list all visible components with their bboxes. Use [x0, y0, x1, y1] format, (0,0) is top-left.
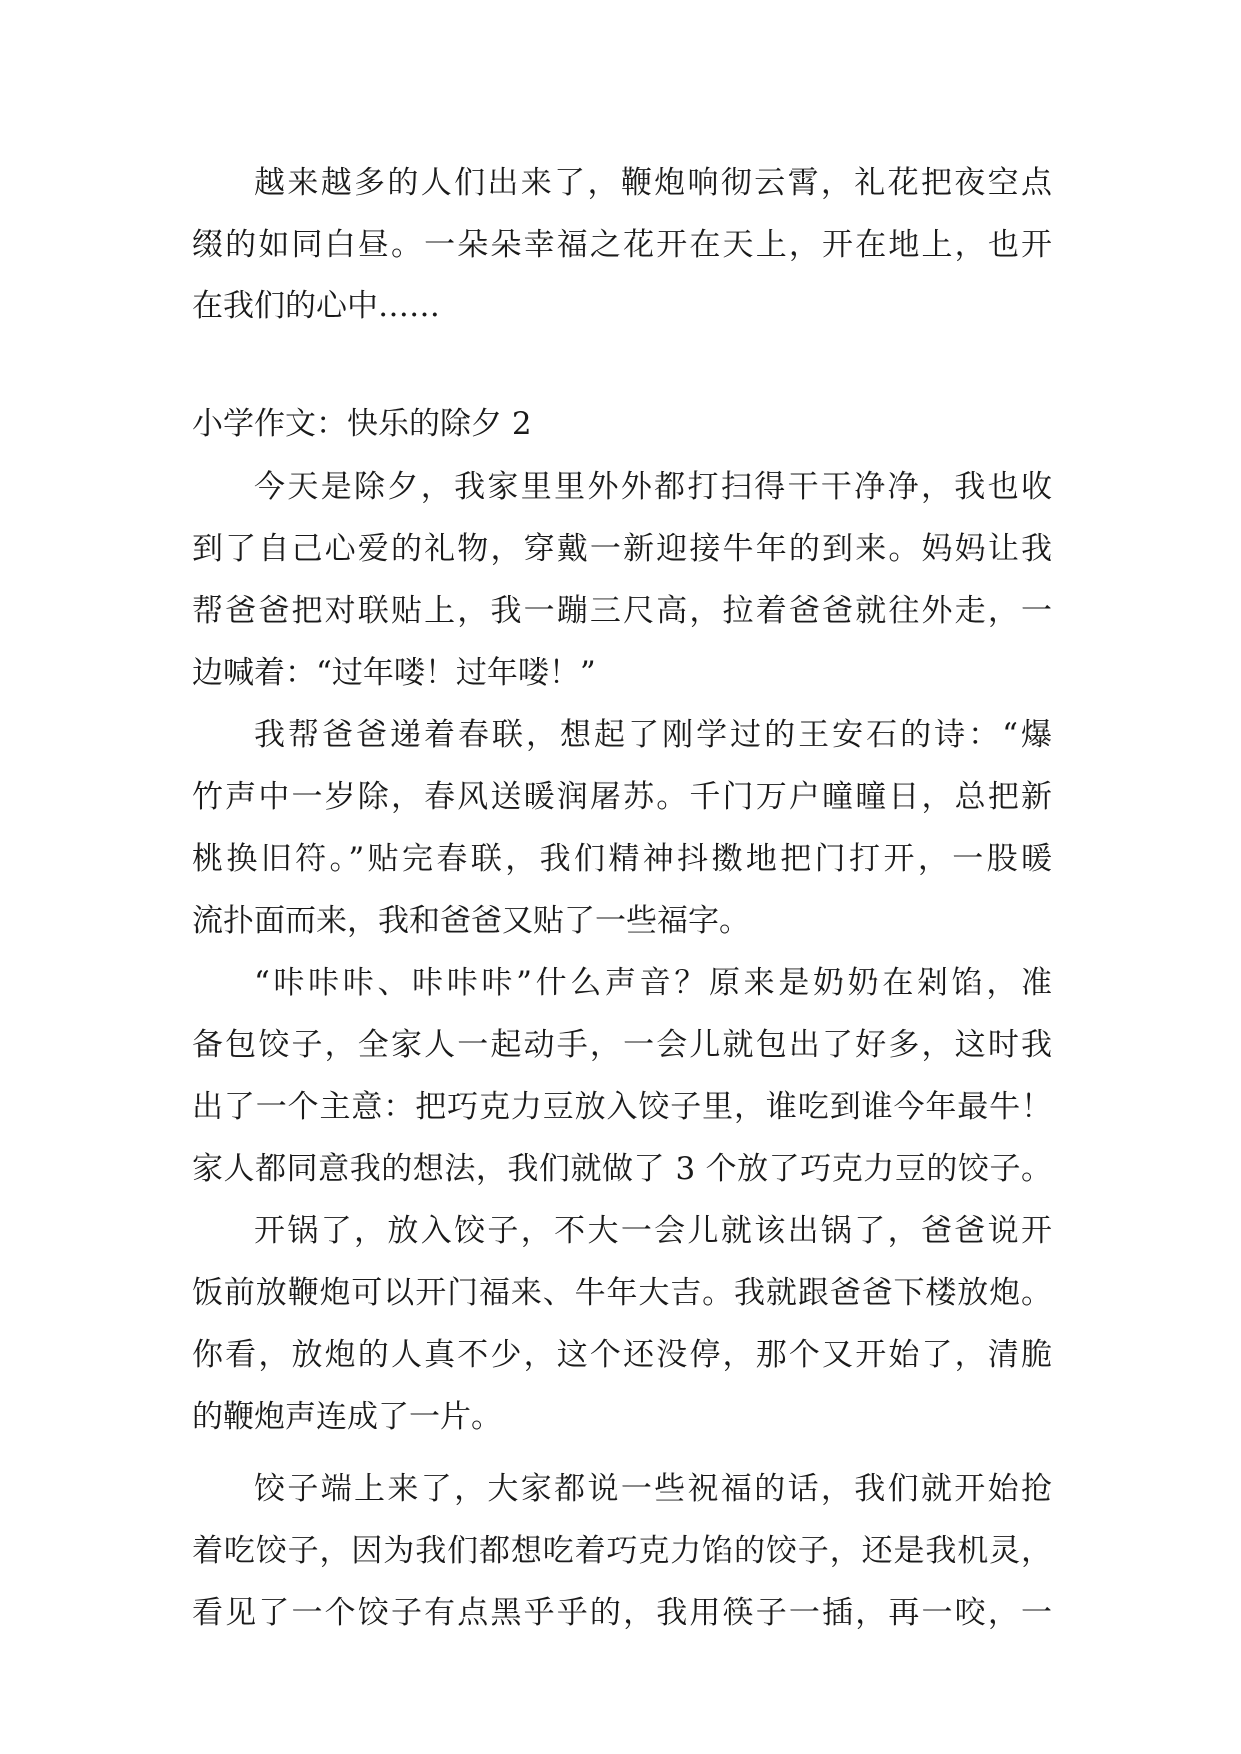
paragraph-line: 帮爸爸把对联贴上，我一蹦三尺高，拉着爸爸就往外走，一	[192, 593, 1052, 629]
paragraph-line: 着吃饺子，因为我们都想吃着巧克力馅的饺子，还是我机灵，	[192, 1533, 1052, 1569]
paragraph-line: 饭前放鞭炮可以开门福来、牛年大吉。我就跟爸爸下楼放炮。	[192, 1275, 1052, 1311]
paragraph-line: 今天是除夕，我家里里外外都打扫得干干净净，我也收	[254, 469, 1052, 505]
paragraph-line: 家人都同意我的想法，我们就做了 3 个放了巧克力豆的饺子。	[192, 1151, 1052, 1187]
section-heading: 小学作文：快乐的除夕 2	[192, 406, 532, 442]
paragraph-line: 开锅了，放入饺子，不大一会儿就该出锅了，爸爸说开	[254, 1213, 1052, 1249]
paragraph-line: 出了一个主意：把巧克力豆放入饺子里，谁吃到谁今年最牛！	[192, 1089, 1052, 1125]
paragraph-line: 你看，放炮的人真不少，这个还没停，那个又开始了，清脆	[192, 1337, 1052, 1373]
paragraph-line: 缀的如同白昼。一朵朵幸福之花开在天上，开在地上，也开	[192, 227, 1052, 263]
paragraph-line: 看见了一个饺子有点黑乎乎的，我用筷子一插，再一咬，一	[192, 1595, 1052, 1631]
paragraph-line: 桃换旧符。”贴完春联，我们精神抖擞地把门打开，一股暖	[192, 841, 1052, 877]
paragraph-line: 饺子端上来了，大家都说一些祝福的话，我们就开始抢	[254, 1471, 1052, 1507]
paragraph-line: 备包饺子，全家人一起动手，一会儿就包出了好多，这时我	[192, 1027, 1052, 1063]
paragraph-line: 到了自己心爱的礼物，穿戴一新迎接牛年的到来。妈妈让我	[192, 531, 1052, 567]
paragraph-line: “咔咔咔、咔咔咔”什么声音？原来是奶奶在剁馅，准	[254, 965, 1052, 1001]
paragraph-line: 竹声中一岁除，春风送暖润屠苏。千门万户曈曈日，总把新	[192, 779, 1052, 815]
paragraph-line: 越来越多的人们出来了，鞭炮响彻云霄，礼花把夜空点	[254, 165, 1052, 201]
paragraph-line: 流扑面而来，我和爸爸又贴了一些福字。	[192, 903, 750, 939]
paragraph-line: 的鞭炮声连成了一片。	[192, 1399, 502, 1435]
paragraph-line: 我帮爸爸递着春联，想起了刚学过的王安石的诗：“爆	[254, 717, 1052, 753]
paragraph-line: 在我们的心中……	[192, 288, 440, 324]
paragraph-line: 边喊着：“过年喽！过年喽！”	[192, 655, 596, 691]
